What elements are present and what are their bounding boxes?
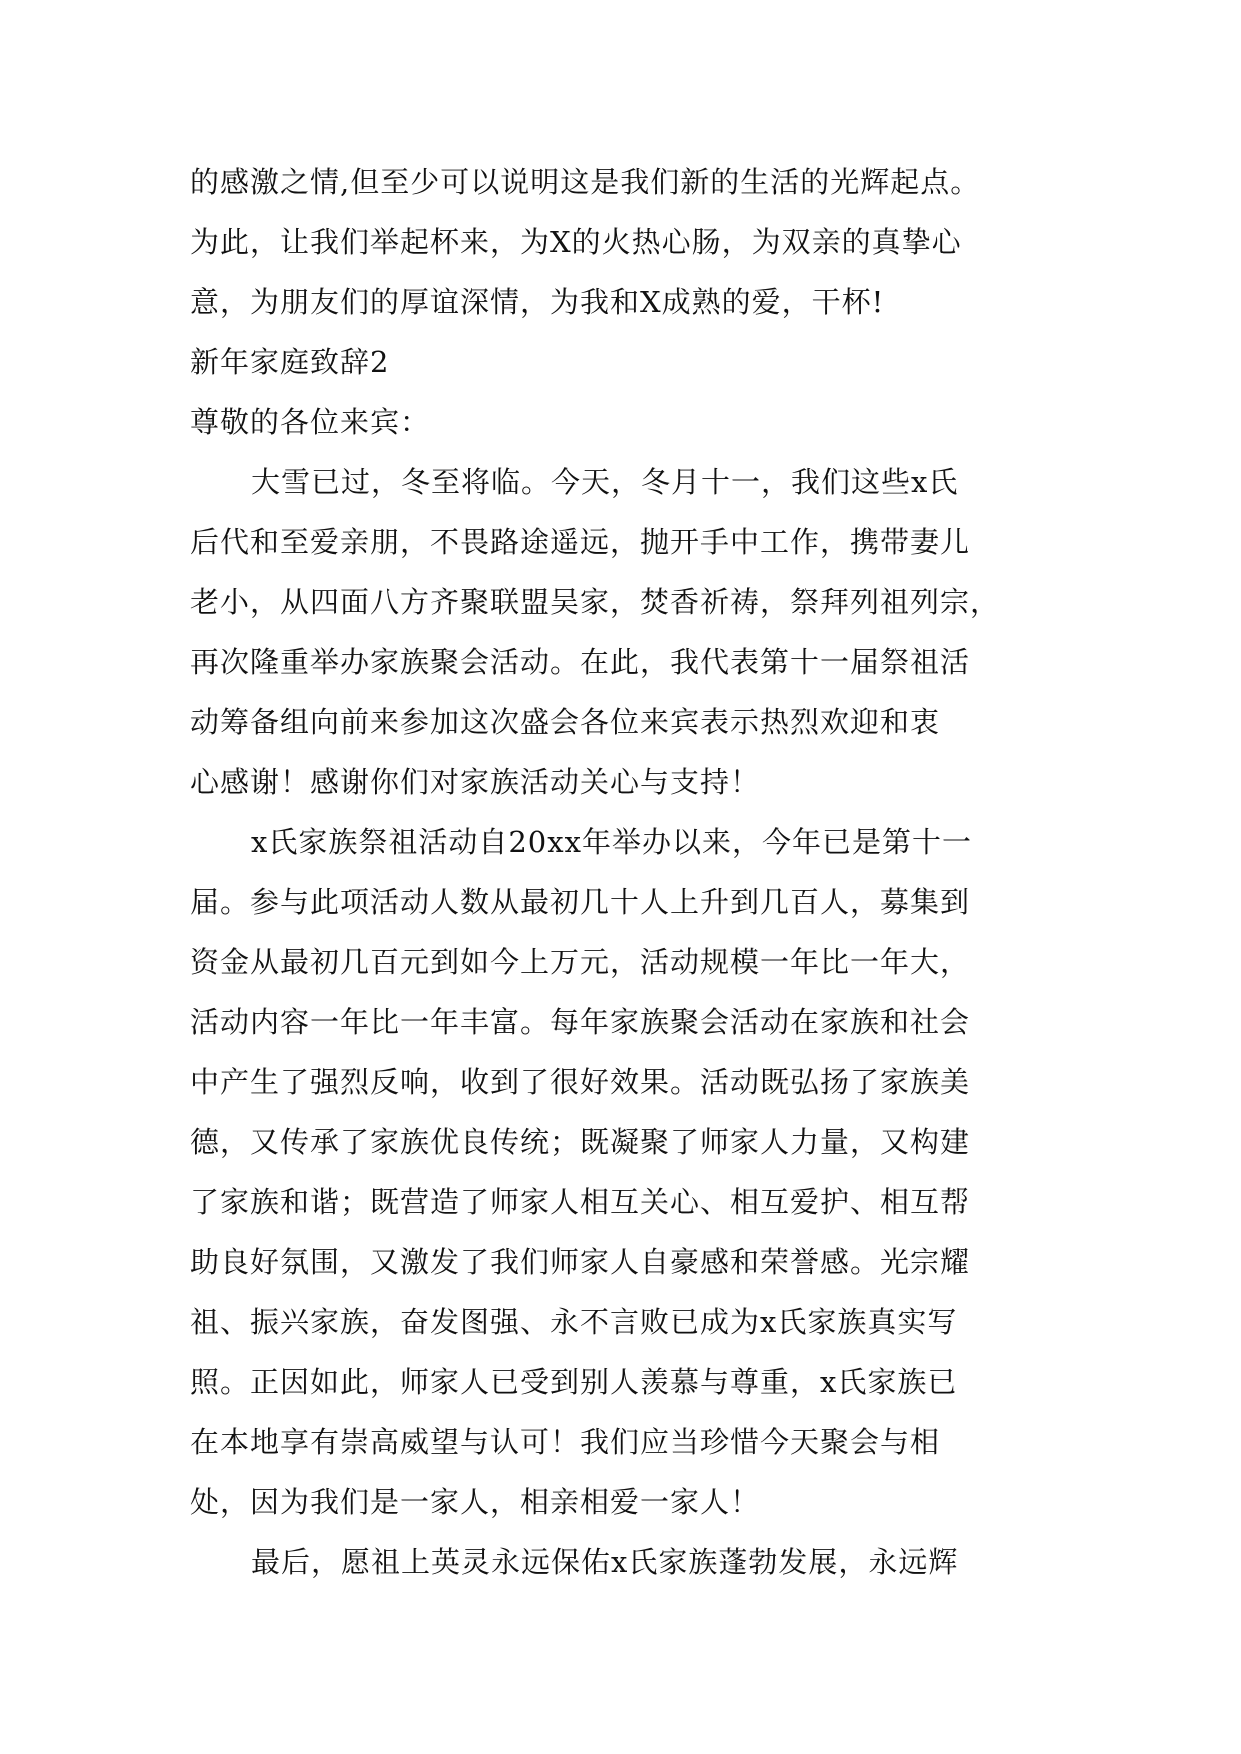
text-line: 意，为朋友们的厚谊深情，为我和X成熟的爱，干杯!: [190, 285, 885, 319]
paragraph-line: 后代和至爱亲朋，不畏路途遥远，抛开手中工作，携带妻儿: [190, 525, 971, 559]
paragraph-line: 助良好氛围，又激发了我们师家人自豪感和荣誉感。光宗耀: [190, 1245, 971, 1279]
paragraph-line: 大雪已过，冬至将临。今天，冬月十一，我们这些x氏: [251, 465, 959, 499]
paragraph-line: 了家族和谐；既营造了师家人相互关心、相互爱护、相互帮: [190, 1185, 971, 1219]
paragraph-line: 在本地享有崇高威望与认可！我们应当珍惜今天聚会与相: [190, 1425, 941, 1459]
paragraph-line: 心感谢！感谢你们对家族活动关心与支持！: [190, 765, 761, 799]
paragraph-line: 照。正因如此，师家人已受到别人羡慕与尊重，x氏家族已: [190, 1365, 958, 1399]
paragraph-line: 动筹备组向前来参加这次盛会各位来宾表示热烈欢迎和衷: [190, 705, 941, 739]
text-line: 为此，让我们举起杯来，为X的火热心肠，为双亲的真挚心: [190, 225, 962, 259]
paragraph-line: 老小，从四面八方齐聚联盟吴家，焚香祈祷，祭拜列祖列宗，: [190, 585, 1001, 619]
paragraph-line: x氏家族祭祖活动自20xx年举办以来，今年已是第十一: [251, 825, 972, 859]
paragraph-line: 资金从最初几百元到如今上万元，活动规模一年比一年大，: [190, 945, 971, 979]
paragraph-line: 处，因为我们是一家人，相亲相爱一家人！: [190, 1485, 761, 1519]
paragraph-line: 活动内容一年比一年丰富。每年家族聚会活动在家族和社会: [190, 1005, 971, 1039]
paragraph-line: 中产生了强烈反响，收到了很好效果。活动既弘扬了家族美: [190, 1065, 971, 1099]
paragraph-line: 祖、振兴家族，奋发图强、永不言败已成为x氏家族真实写: [190, 1305, 958, 1339]
paragraph-line: 德，又传承了家族优良传统；既凝聚了师家人力量，又构建: [190, 1125, 971, 1159]
salutation: 尊敬的各位来宾：: [190, 405, 431, 439]
text-line: 的感激之情,但至少可以说明这是我们新的生活的光辉起点。: [190, 165, 981, 199]
paragraph-line: 届。参与此项活动人数从最初几十人上升到几百人，募集到: [190, 885, 971, 919]
paragraph-line: 再次隆重举办家族聚会活动。在此，我代表第十一届祭祖活: [190, 645, 971, 679]
section-heading: 新年家庭致辞2: [190, 345, 390, 379]
paragraph-line: 最后，愿祖上英灵永远保佑x氏家族蓬勃发展，永远辉: [251, 1545, 959, 1579]
